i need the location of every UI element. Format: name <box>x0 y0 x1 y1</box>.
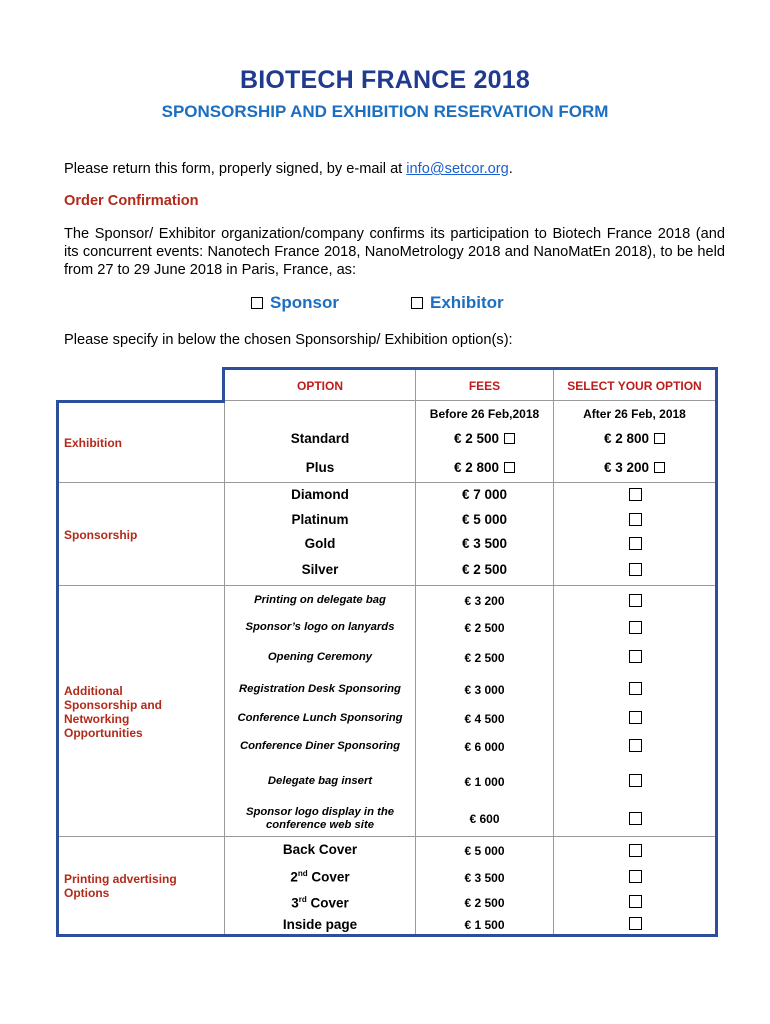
option-delegate-bag-insert: Delegate bag insert <box>267 775 373 787</box>
checkbox-gold[interactable] <box>629 537 642 550</box>
checkbox-conference-lunch[interactable] <box>629 711 642 724</box>
category-exhibition: Exhibition <box>64 436 122 450</box>
checkbox-back-cover[interactable] <box>629 844 642 857</box>
fee-standard-after[interactable] <box>554 431 715 446</box>
intro-suffix: . <box>508 161 513 177</box>
sponsor-label: Sponsor <box>270 293 339 312</box>
fee-diamond: € 7 000 <box>461 487 508 502</box>
grid-line <box>553 370 554 934</box>
fee-plus-after[interactable] <box>554 460 715 475</box>
option-opening-ceremony: Opening Ceremony <box>267 651 373 663</box>
intro-label: Please return this form, properly signed, by e-mail at <box>64 161 407 177</box>
checkbox-silver[interactable] <box>629 563 642 576</box>
option-gold: Gold <box>304 536 336 551</box>
option-printing-delegate-bag: Printing on delegate bag <box>254 594 386 606</box>
fee-value: € 2 800 <box>603 431 650 446</box>
fee-platinum: € 5 000 <box>461 512 508 527</box>
checkbox-second-cover[interactable] <box>629 870 642 883</box>
checkbox-printing-delegate-bag[interactable] <box>629 594 642 607</box>
table-border <box>56 934 718 937</box>
checkbox-third-cover[interactable] <box>629 895 642 908</box>
checkbox-opening-ceremony[interactable] <box>629 650 642 663</box>
fee-web-logo: € 600 <box>469 812 500 826</box>
fee-back-cover: € 5 000 <box>464 844 505 858</box>
exhibitor-label: Exhibitor <box>430 293 504 312</box>
option-diamond: Diamond <box>291 487 349 502</box>
grid-line <box>59 482 715 483</box>
fee-registration-desk: € 3 000 <box>464 683 505 697</box>
option-web-logo-line1: Sponsor logo display in the <box>245 806 395 818</box>
option-web-logo-line2: conference web site <box>266 819 374 831</box>
exhibitor-checkbox[interactable] <box>411 297 423 309</box>
checkbox-conference-diner[interactable] <box>629 739 642 752</box>
fee-value: € 3 200 <box>603 460 650 475</box>
exhibitor-option[interactable] <box>411 293 504 313</box>
intro-text <box>64 161 513 177</box>
fee-value: € 2 800 <box>453 460 500 475</box>
ordinal-suffix: nd <box>297 869 308 878</box>
subheader-before: Before 26 Feb,2018 <box>429 407 540 421</box>
checkbox-lanyards[interactable] <box>629 621 642 634</box>
grid-line <box>225 400 715 401</box>
checkbox-platinum[interactable] <box>629 513 642 526</box>
checkbox-inside-page[interactable] <box>629 917 642 930</box>
checkbox[interactable] <box>654 433 665 444</box>
sponsor-option[interactable] <box>251 293 339 313</box>
option-conference-lunch: Conference Lunch Sponsoring <box>237 712 403 724</box>
category-printing: Printing advertising Options <box>64 872 177 900</box>
checkbox[interactable] <box>654 462 665 473</box>
fee-silver: € 2 500 <box>461 562 508 577</box>
checkbox-diamond[interactable] <box>629 488 642 501</box>
fee-conference-diner: € 6 000 <box>464 740 505 754</box>
fee-inside-page: € 1 500 <box>464 918 505 932</box>
option-platinum: Platinum <box>291 512 349 527</box>
checkbox[interactable] <box>504 433 515 444</box>
checkbox-registration-desk[interactable] <box>629 682 642 695</box>
checkbox[interactable] <box>504 462 515 473</box>
table-border <box>56 400 225 403</box>
header-option: OPTION <box>296 379 343 393</box>
fee-standard-before[interactable] <box>416 431 553 446</box>
ordinal-number: 2 <box>290 869 298 885</box>
fee-delegate-bag-insert: € 1 000 <box>464 775 505 789</box>
fee-lanyards: € 2 500 <box>464 621 505 635</box>
sponsor-checkbox[interactable] <box>251 297 263 309</box>
option-registration-desk: Registration Desk Sponsoring <box>239 683 401 695</box>
fee-printing-delegate-bag: € 3 200 <box>464 594 505 608</box>
option-inside-page: Inside page <box>282 917 358 932</box>
option-conference-diner: Conference Diner Sponsoring <box>239 740 401 752</box>
page-subtitle: SPONSORSHIP AND EXHIBITION RESERVATION FORM <box>161 102 609 121</box>
option-back-cover: Back Cover <box>282 842 358 857</box>
table-border <box>56 400 59 937</box>
cover-label: Cover <box>307 869 350 885</box>
fee-value: € 2 500 <box>453 431 500 446</box>
page-title: BIOTECH FRANCE 2018 <box>240 66 530 94</box>
ordinal-suffix: rd <box>298 895 307 904</box>
option-silver: Silver <box>301 562 339 577</box>
fee-conference-lunch: € 4 500 <box>464 712 505 726</box>
header-fees: FEES <box>468 379 501 393</box>
category-additional: Additional Sponsorship and Networking Opportunities <box>64 684 163 740</box>
category-sponsorship: Sponsorship <box>64 528 138 542</box>
fee-opening-ceremony: € 2 500 <box>464 651 505 665</box>
checkbox-web-logo[interactable] <box>629 812 642 825</box>
header-select: SELECT YOUR OPTION <box>567 379 702 393</box>
order-confirmation-heading: Order Confirmation <box>64 193 199 209</box>
subheader-after: After 26 Feb, 2018 <box>583 407 686 421</box>
checkbox-delegate-bag-insert[interactable] <box>629 774 642 787</box>
grid-line <box>59 585 715 586</box>
fee-plus-before[interactable] <box>416 460 553 475</box>
fee-gold: € 3 500 <box>461 536 508 551</box>
fee-second-cover: € 3 500 <box>464 871 505 885</box>
fee-third-cover: € 2 500 <box>464 896 505 910</box>
option-standard: Standard <box>290 431 350 446</box>
option-second-cover <box>225 869 415 885</box>
email-link[interactable]: info@setcor.org <box>406 161 509 177</box>
table-border <box>222 367 718 370</box>
ordinal-number: 3 <box>291 895 299 911</box>
option-plus: Plus <box>305 460 335 475</box>
option-lanyards: Sponsor’s logo on lanyards <box>245 621 395 633</box>
option-third-cover <box>225 895 415 911</box>
grid-line <box>59 836 715 837</box>
option-web-logo <box>225 806 415 832</box>
specify-text: Please specify in below the chosen Sponsorship/ Exhibition option(s): <box>64 332 513 348</box>
cover-label: Cover <box>306 895 349 911</box>
confirmation-paragraph: The Sponsor/ Exhibitor organization/company confirms its participation to Biotech France 2018 (and its concurrent events: Nanotech France 2018, NanoMetrology 2018 and NanoMatEn 2018), to be held from 27 to 29 June 2018 in Paris, France, as: <box>64 226 725 278</box>
table-border <box>715 367 718 937</box>
